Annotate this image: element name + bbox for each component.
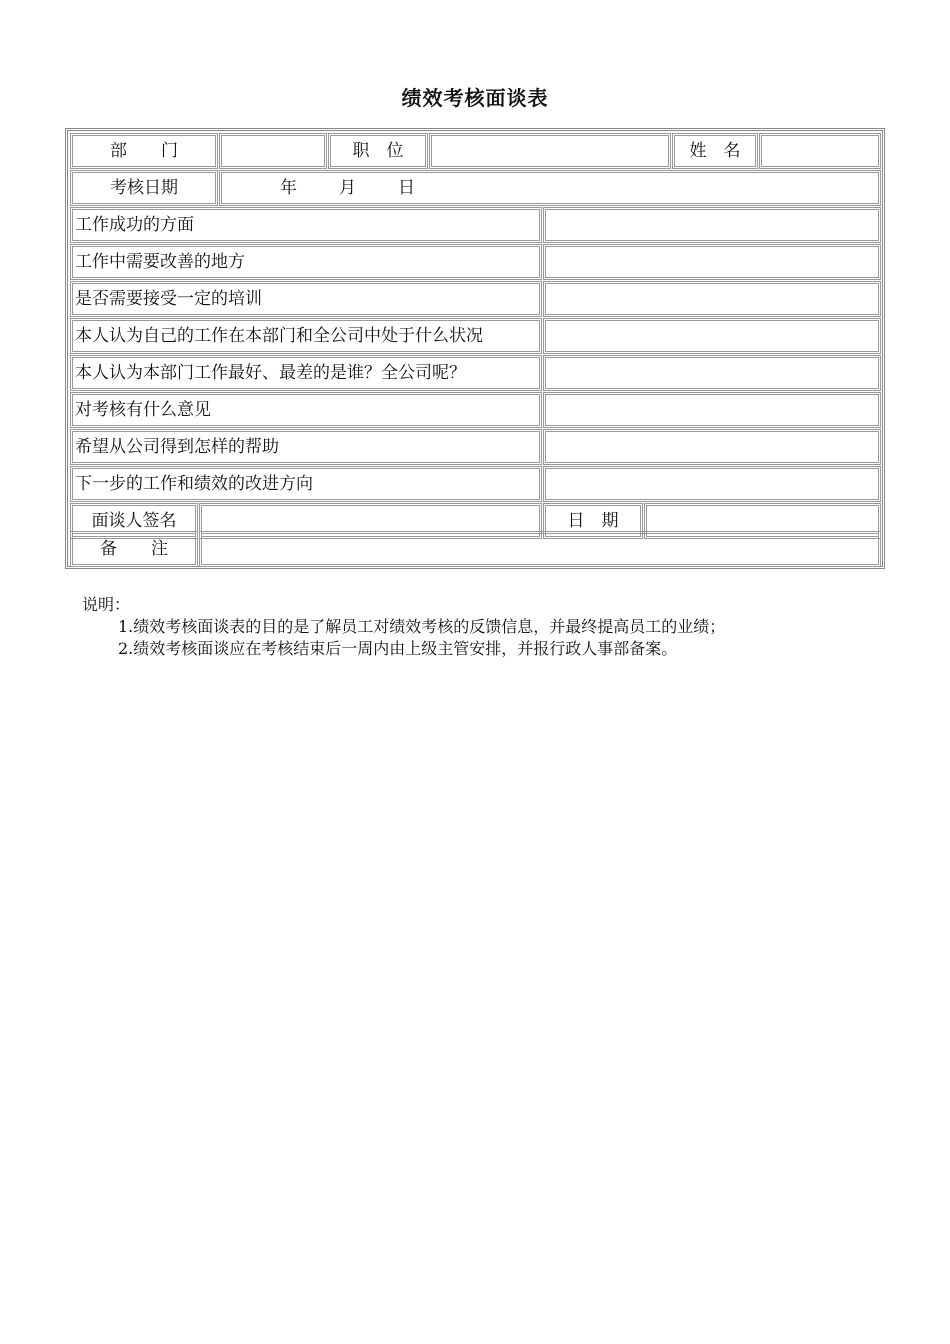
name-label: 姓 名 (672, 133, 758, 169)
question-label: 工作成功的方面 (70, 207, 542, 243)
review-date-field[interactable] (219, 170, 881, 206)
question-label: 本人认为本部门工作最好、最差的是谁？全公司呢？ (70, 355, 542, 391)
page-title: 绩效考核面谈表 (401, 86, 549, 110)
day-label: 日 (398, 177, 415, 198)
question-label: 希望从公司得到怎样的帮助 (70, 429, 542, 465)
notes-section (82, 594, 725, 660)
month-label: 月 (339, 177, 356, 198)
answer-field[interactable] (543, 392, 881, 428)
department-field[interactable] (219, 133, 327, 169)
answer-field[interactable] (543, 244, 881, 280)
answer-field[interactable] (543, 355, 881, 391)
department-label: 部 门 (70, 133, 218, 169)
question-label: 下一步的工作和绩效的改进方向 (70, 466, 542, 502)
position-label: 职 位 (328, 133, 428, 169)
review-date-label: 考核日期 (70, 170, 218, 206)
answer-field[interactable] (543, 281, 881, 317)
answer-field[interactable] (543, 207, 881, 243)
remarks-field[interactable] (199, 531, 881, 567)
remarks-label: 备 注 (70, 531, 198, 567)
question-label: 是否需要接受一定的培训 (70, 281, 542, 317)
answer-field[interactable] (543, 318, 881, 354)
signature-date-label: 日 期 (543, 503, 643, 539)
question-label: 对考核有什么意见 (70, 392, 542, 428)
note-item: 2.绩效考核面谈应在考核结束后一周内由上级主管安排，并报行政人事部备案。 (118, 639, 678, 658)
note-item: 1.绩效考核面谈表的目的是了解员工对绩效考核的反馈信息，并最终提高员工的业绩； (118, 617, 726, 636)
year-label: 年 (280, 177, 297, 198)
answer-field[interactable] (543, 466, 881, 502)
name-field[interactable] (759, 133, 881, 169)
position-field[interactable] (429, 133, 671, 169)
answer-field[interactable] (543, 429, 881, 465)
interviewer-signature-label: 面谈人签名 (70, 503, 198, 539)
question-label: 工作中需要改善的地方 (70, 244, 542, 280)
question-label: 本人认为自己的工作在本部门和全公司中处于什么状况 (70, 318, 542, 354)
interview-form (65, 128, 885, 569)
notes-heading: 说明： (82, 595, 131, 614)
